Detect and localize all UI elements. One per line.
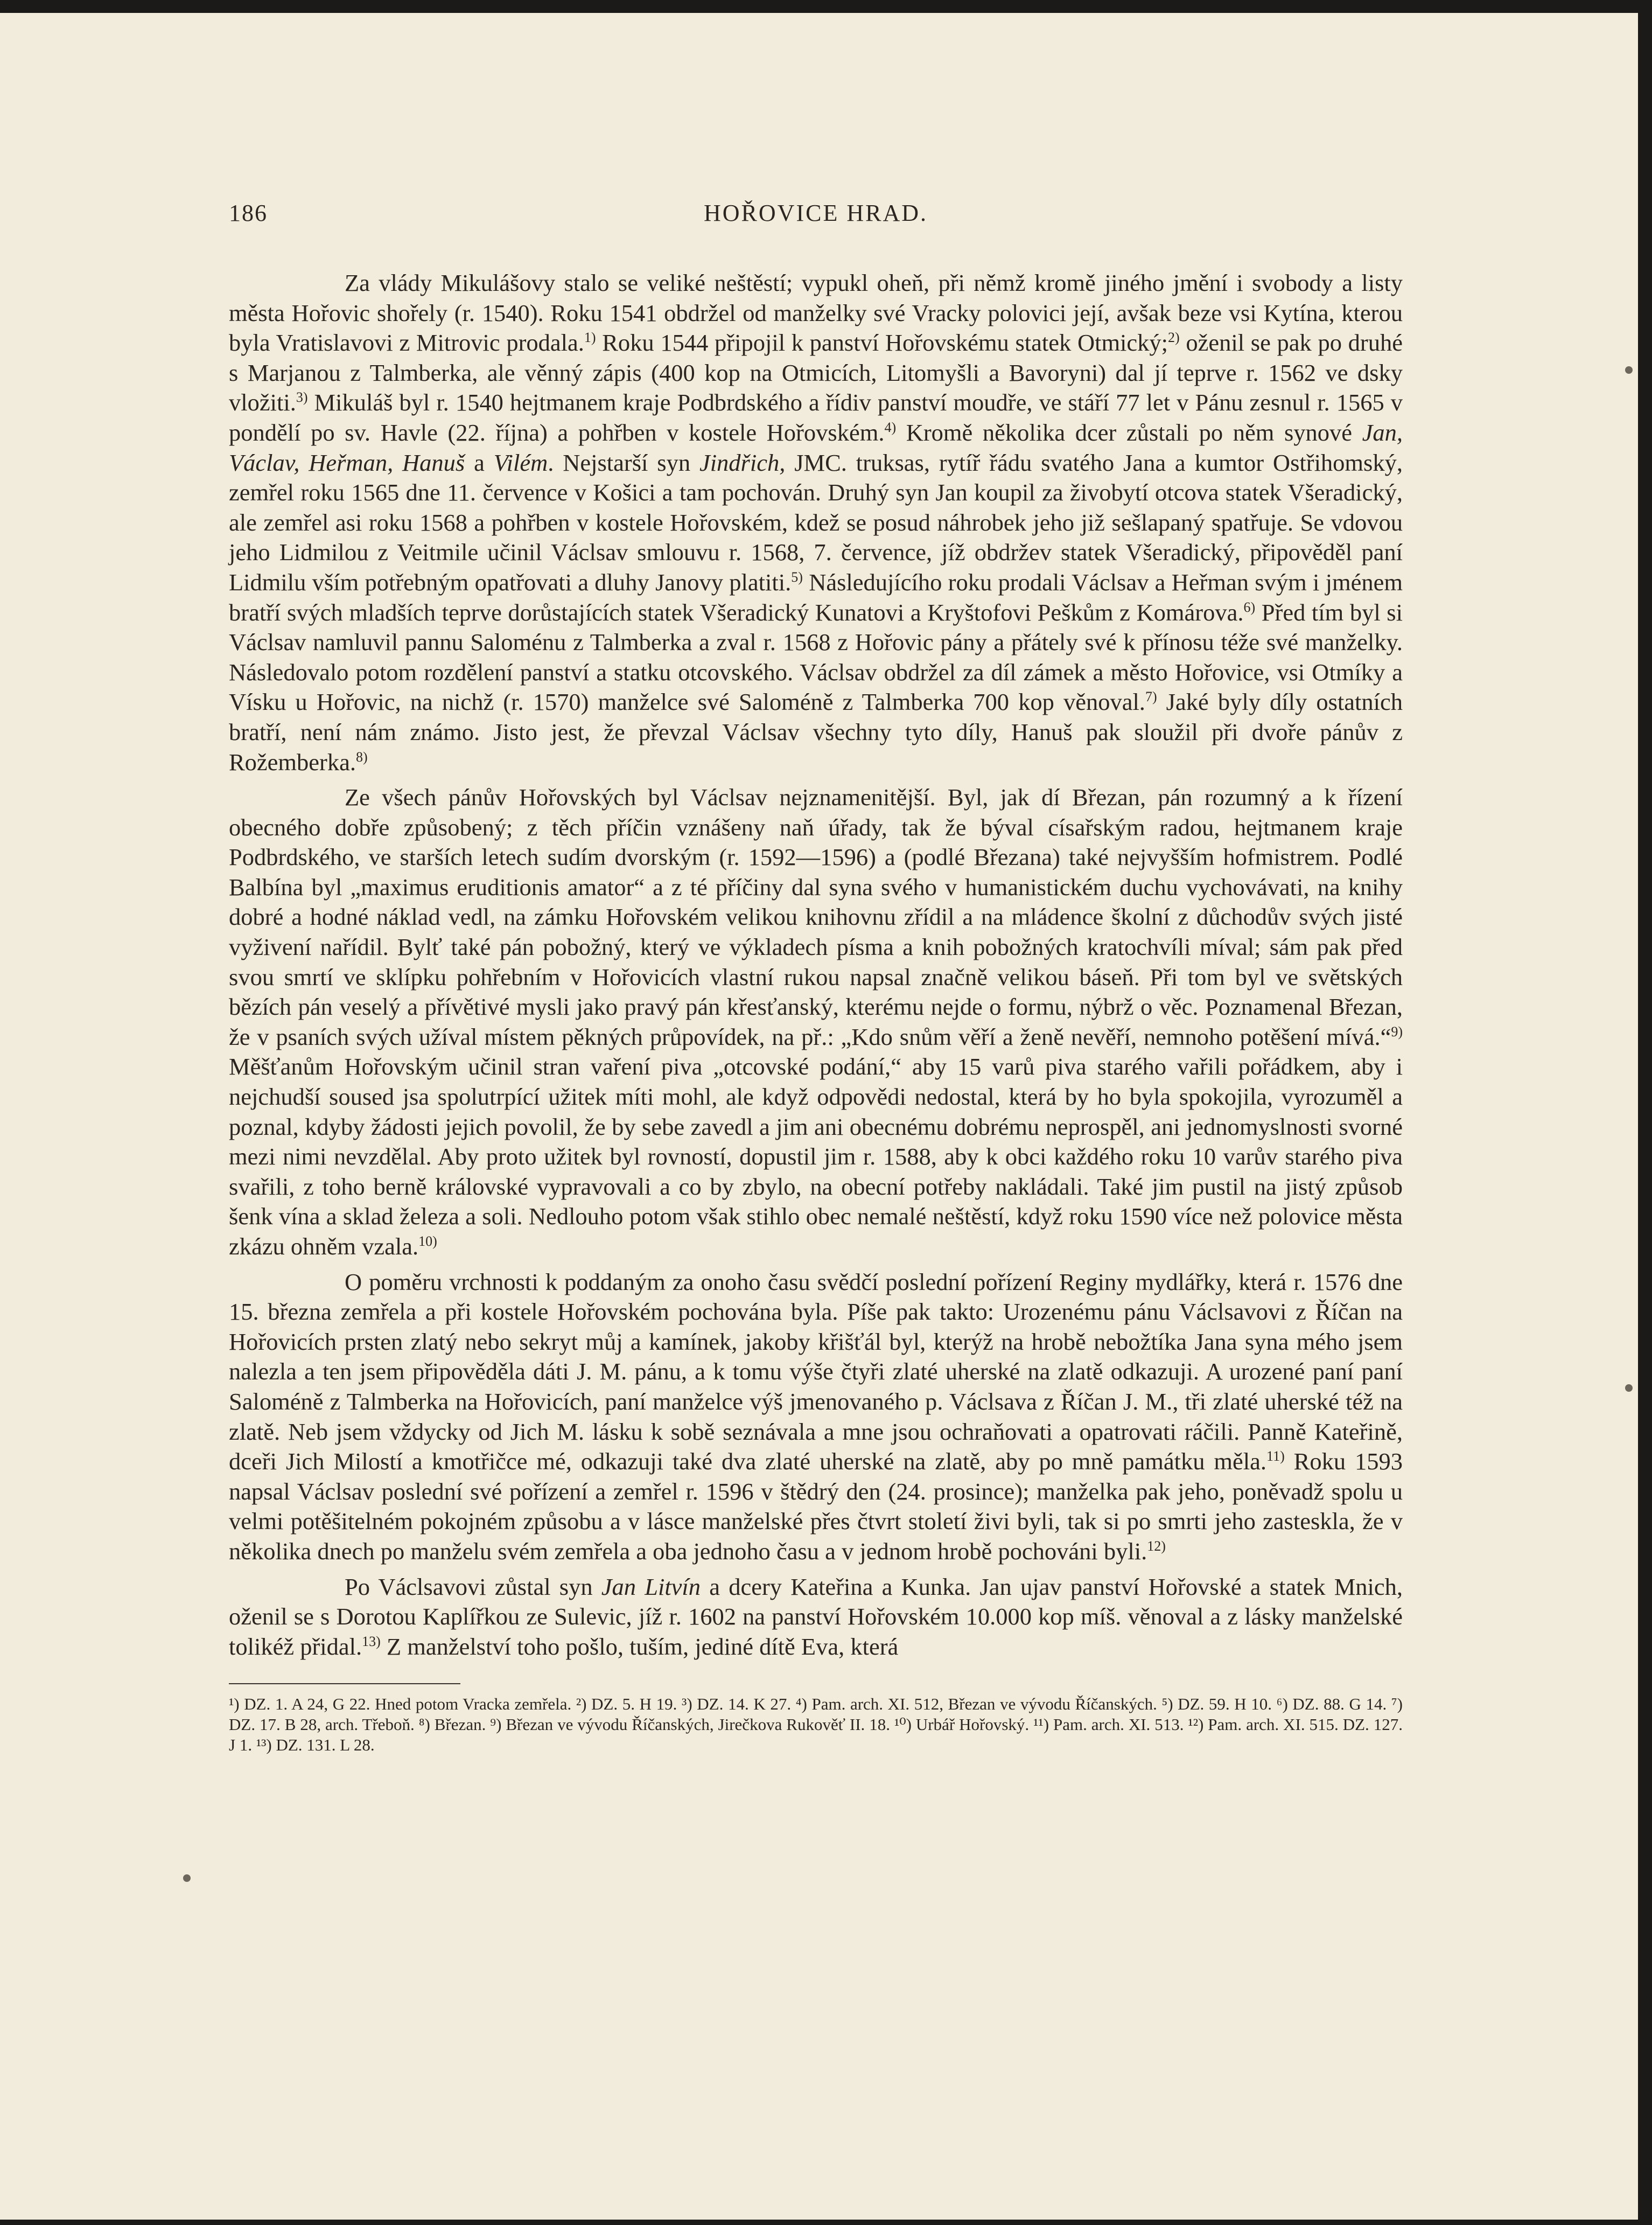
scan-border-bottom [0,2220,1652,2225]
paragraph: Za vlády Mikulášovy stalo se veliké neštěstí; vypukl oheň, při němž kromě jiného jmění i svobody a listy města Hořovic shořely (r. 1540). Roku 1541 obdržel od manželky své Vracky polovici její, avšak beze vsi Kytína, kterou byla Vratislavovi z Mitrovic prodala.$^{1)}$ Roku 1544 připojil k panství Hořovskému statek Otmický;$^{2)}$ oženil se pak po druhé s Marjanou z Talmberka, ale věnný zápis (400 kop na Otmicích, Litomyšli a Bavoryni) dal jí teprve r. 1562 ve dsky vložiti.$^{3)}$ Mikuláš byl r. 1540 hejtmanem kraje Podbrdského a řídiv panství moudře, ve stáří 77 let v Pánu zesnul r. 1565 v pondělí po sv. Havle (22. října) a pohřben v kostele Hořovském.$^{4)}$ Kromě několika dcer zůstali po něm synové Jan, Václav, Heřman, Hanuš a Vilém. Nejstarší syn Jindřich, JMC. truksas, rytíř řádu svatého Jana a kumtor Ostřihomský, zemřel roku 1565 dne 11. července v Košici a tam pochován. Druhý syn Jan koupil za živobytí otcova statek Všeradický, ale zemřel asi roku 1568 a pohřben v kostele Hořovském, kdež se posud náhrobek jeho již sešlapaný spatřuje. Se vdovou jeho Lidmilou z Veitmile učinil Václsav smlouvu r. 1568, 7. července, jíž obdržev statek Všeradický, připověděl paní Lidmilu vším potřebným opatřovati a dluhy Janovy platiti.$^{5)}$ Následujícího roku prodali Václsav a Heřman svým i jménem bratří svých mladších teprve dorůstajících statek Všeradický Kunatovi a Kryštofovi Peškům z Komárova.$^{6)}$ Před tím byl si Václsav namluvil pannu Saloménu z Talmberka a zval r. 1568 z Hořovic pány a přátely své k přínosu téže své manželky. Následovalo potom rozdělení panství a statku otcovského. Václsav obdržel za díl zámek a město Hořovice, vsi Otmíky a Vísku u Hořovic, na nichž (r. 1570) manželce své Saloméně z Talmberka 700 kop věnoval.$^{7)}$ Jaké byly díly ostatních bratří, není nám známo. Jisto jest, že převzal Václsav všechny tyto díly, Hanuš pak sloužil při dvoře pánův z Rožemberka.$^{8)}$ [229,269,1403,776]
footnote-ref: 2) [1168,330,1180,346]
footnote-ref: 10) [418,1233,437,1250]
paragraph: O poměru vrchnosti k poddaným za onoho času svědčí poslední pořízení Reginy mydlářky, která r. 1576 dne 15. března zemřela a při kostele Hořovském pochována byla. Píše pak takto: Urozenému pánu Václsavovi z Říčan na Hořovicích prsten zlatý nebo sekryt můj a kamínek, jakoby křišťál byl, kterýž na hrobě nebožtíka Jana syna mého jsem nalezla a ten jsem připověděla dáti J. M. pánu, a k tomu výše čtyři zlaté uherské na zlatě odkazuji. A urozené paní paní Saloméně z Talmberka na Hořovicích, paní manželce výš jmenovaného p. Václsava z Říčan J. M., tři zlaté uherské též na zlatě. Neb jsem vždycky od Jich M. lásku k sobě seznávala a mne jsou ochraňovati a opatrovati ráčili. Panně Kateřině, dceři Jich Milostí a kmotřičce mé, odkazuji také dva zlaté uherské na zlatě, aby po mně památku měla.$^{11)}$ Roku 1593 napsal Václsav poslední své pořízení a zemřel r. 1596 v štědrý den (24. prosince); manželka pak jeho, poněvadž spolu u velmi potěšitelném pokojném způsobu a v lásce manželské přes čtvrt století živi byli, tak si po smrti jeho zastesklа, že v několika dnech po manželu svém zemřela a oba jednoho času a v jednom hrobě pochováni byli.$^{12)}$ [229,1268,1403,1565]
footnote-divider [229,1683,460,1684]
footnote-ref: 8) [356,749,368,765]
paragraph: Po Václsavovi zůstal syn Jan Litvín a dcery Kateřina a Kunka. Jan ujav panství Hořovské a statek Mnich, oženil se s Dorotou Kaplířkou ze Sulevic, jíž r. 1602 na panství Hořovském 10.000 kop míš. věnoval a z lásky manželské tolikéž přidal.$^{13)}$ Z manželství toho pošlo, tuším, jediné dítě Eva, která [229,1573,1403,1660]
binding-mark [1625,366,1633,374]
running-head [229,199,1403,237]
binding-mark [1625,1384,1633,1392]
footnote-ref: 12) [1147,1538,1166,1554]
binding-mark [183,1874,191,1882]
footnote-ref: 3) [296,389,308,406]
paragraph: Ze všech pánův Hořovských byl Václsav nejznamenitější. Byl, jak dí Březan, pán rozumný a k řízení obecného dobře způsobený; z těch příčin vznášeny naň úřady, tak že býval císařským radou, hejtmanem kraje Podbrdského, ve starších letech sudím dvorským (r. 1592—1596) a (podlé Březana) také nejvyšším hofmistrem. Podlé Balbína byl „maximus eruditionis amator“ a z té příčiny dal syna svého v humanistickém duchu vychovávati, na knihy dobré a hodné náklad vedl, na zámku Hořovském velikou knihovnu zřídil a na mládence školní z důchodův svých jisté vyživení nařídil. Bylť také pán pobožný, který ve výkladech písma a knih pobožných kratochvíli míval; sám pak před svou smrtí ve sklípku pohřebním v Hořovicích vlastní rukou napsal značně velikou báseň. Při tom byl ve světských bězích pán veselý a přívětivé mysli jako pravý pán křesťanský, kterému nejde o formu, nýbrž o věc. Poznamenal Březan, že v psaních svých užíval místem pěkných průpovídek, na př.: „Kdo snům věří a ženě nevěří, nemnoho potěšení mívá.“$^{9)}$ Měšťanům Hořovským učinil stran vaření piva „otcovské podání,“ aby 15 varů piva starého vařili pořádkem, aby i nejchudší soused jsa spolutrpící užitek míti mohl, ale když odpovědi nedostal, která by ho byla spokojila, vyrozuměl a poznal, kdyby žádosti jejich povolil, že by sebe zavedl a jim ani obecnému dobrému neprospěl, ani jednomyslnosti svorné mezi nimi nevzdělal. Aby proto užitek byl rovností, dopustil jim r. 1588, aby k obci každého roku 10 varův starého piva svařili, z toho berně královské vypravovali a co by zbylo, na obecní potřeby nakládali. Také jim pustil na jistý způsob šenk vína a sklad železa a soli. Nedlouho potom však stihlo obec nemalé neštěstí, když roku 1590 více než polovice města zkázu ohněm vzala.$^{10)}$ [229,784,1403,1260]
scan-border-right [1638,0,1652,2225]
body-text [229,268,1403,1662]
footnote-ref: 4) [884,420,897,436]
footnote-ref: 11) [1266,1448,1285,1464]
footnote-ref: 6) [1243,599,1256,615]
scan-border-top [0,0,1652,13]
footnote-ref: 9) [1391,1024,1403,1040]
footnote-ref: 7) [1145,689,1157,705]
footnote-ref: 1) [584,330,596,346]
footnote-ref: 13) [362,1633,381,1649]
page-number: 186 [229,200,268,226]
footnotes: ¹) DZ. 1. A 24, G 22. Hned potom Vracka zemřela. ²) DZ. 5. H 19. ³) DZ. 14. K 27. ⁴) Pam. arch. XI. 512, Březan ve vývodu Říčanských. ⁵) DZ. 59. H 10. ⁶) DZ. 88. G 14. ⁷) DZ. 17. B 28, arch. Třeboň. ⁸) Březan. ⁹) Březan ve vývodu Říčanských, Jirečkova Rukověť II. 18. ¹⁰) Urbář Hořovský. ¹¹) Pam. arch. XI. 513. ¹²) Pam. arch. XI. 515. DZ. 127. J 1. ¹³) DZ. 131. L 28. [229,1694,1403,1755]
page-header: HOŘOVICE HRAD. [704,200,928,226]
footnote-ref: 5) [791,569,803,585]
book-page [229,199,1403,1755]
